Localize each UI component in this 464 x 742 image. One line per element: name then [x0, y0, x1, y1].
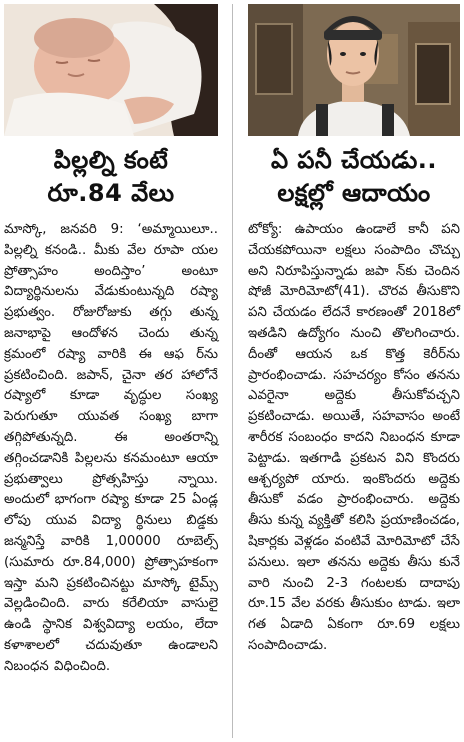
article-left-body: మాస్కో, జనవరి 9: ‘అమ్మాయిలూ.. పిల్లల్ని కనండి.. మీకు వేల రూపా యల ప్రోత్సాహం అందిస్తాం’ అంటూ విద్యార్థినులను వేడుకుంటున్నది రష్యా ప్రభుత్వం. రోజురోజుకు తగ్గు తున్న జనాభాపై ఆందోళన చెందు తున్న క్రమంలో రష్యా వారికి ఈ ఆఫ ర్‌ను ప్రకటించింది. జపాన్‌, చైనా తర హాలోనే రష్యాలో కూడా వృద్ధుల సంఖ్య పెరుగుతూ యువత సంఖ్య బాగా తగ్గిపోతున్నది. ఈ అంతరాన్ని తగ్గించడానికి పిల్లలను కనమంటూ ఆయా ప్రభుత్వాలు ప్రోత్సహిస్తు న్నాయి. అందులో భాగంగా రష్యా కూడా 25 ఏండ్ల లోపు యువ విద్యా ర్థినులు బిడ్డకు జన్మనిస్తే వారికి 1,00000 రూబెల్స్‌ (సుమారు రూ.84,000) ప్రోత్సాహకంగా ఇస్తా మని ప్రకటించినట్టు మాస్కో టైమ్స్‌ వెల్లడించింది. వారు కరేలియా వాసులై ఉండి స్థానిక విశ్వవిద్యా లయం, లేదా కళాశాలలో చదువుతూ ఉండాలని నిబంధన విధించింది.: [4, 222, 218, 674]
article-right: [248, 0, 460, 657]
column-divider: [232, 4, 233, 738]
headline-right-line1: ఏ పనీ చేయడు..: [270, 146, 438, 174]
man-portrait-illustration: [248, 4, 460, 136]
article-left: [4, 0, 218, 678]
headline-right: [248, 144, 460, 214]
newborn-baby-illustration: [4, 4, 218, 136]
headline-right-line2: లక్షల్లో ఆదాయం: [277, 179, 431, 207]
article-right-body: టోక్యో: ఉపాయం ఉండాలే కానీ పని చేయకపోయినా లక్షలు సంపాదిం చొచ్చు అని నిరూపిస్తున్నాడు జపా న్‌కు చెందిన షోజీ మోరిమోటో(41). చొరవ తీసుకొని పని చేయడం లేదనే కారణంతో 2018లో ఇతడిని ఉద్యోగం నుంచి తొలగించారు. దీంతో ఆయన ఒక కొత్త కెరీర్‌ను ప్రారంభించాడు. సహచర్యం కోసం తనను ఎవరైనా అద్దెకు తీసుకోవచ్చని ప్రకటించాడు. అయితే, సహవాసం అంటే శారీరక సంబంధం కాదని నిబంధన కూడా పెట్టాడు. ఇతగాడి ప్రకటన విని కొందరు ఆశ్చర్యపో యారు. ఇంకొందరు అద్దెకు తీసుకో వడం ప్రారంభించారు. అద్దెకు తీసు కున్న వ్యక్తితో కలిసి ప్రయాణించడం, షికార్లకు వెళ్లడం వంటివే మోరిమోటో చేసే పనులు. ఇలా తనను అద్దెకు తీసు కునే వారి నుంచి 2-3 గంటలకు దాదాపు రూ.15 వేల వరకు తీసుకుం టాడు. ఇలా గత ఏడాది ఏకంగా రూ.69 లక్షలు సంపాదించాడు.: [248, 222, 460, 653]
headline-left-line1: పిల్లల్ని కంటే: [53, 146, 169, 174]
headline-left: [4, 144, 218, 214]
headline-left-line2: రూ.84 వేలు: [47, 179, 175, 207]
man-portrait-photo: [248, 4, 460, 136]
newborn-baby-photo: [4, 4, 218, 136]
